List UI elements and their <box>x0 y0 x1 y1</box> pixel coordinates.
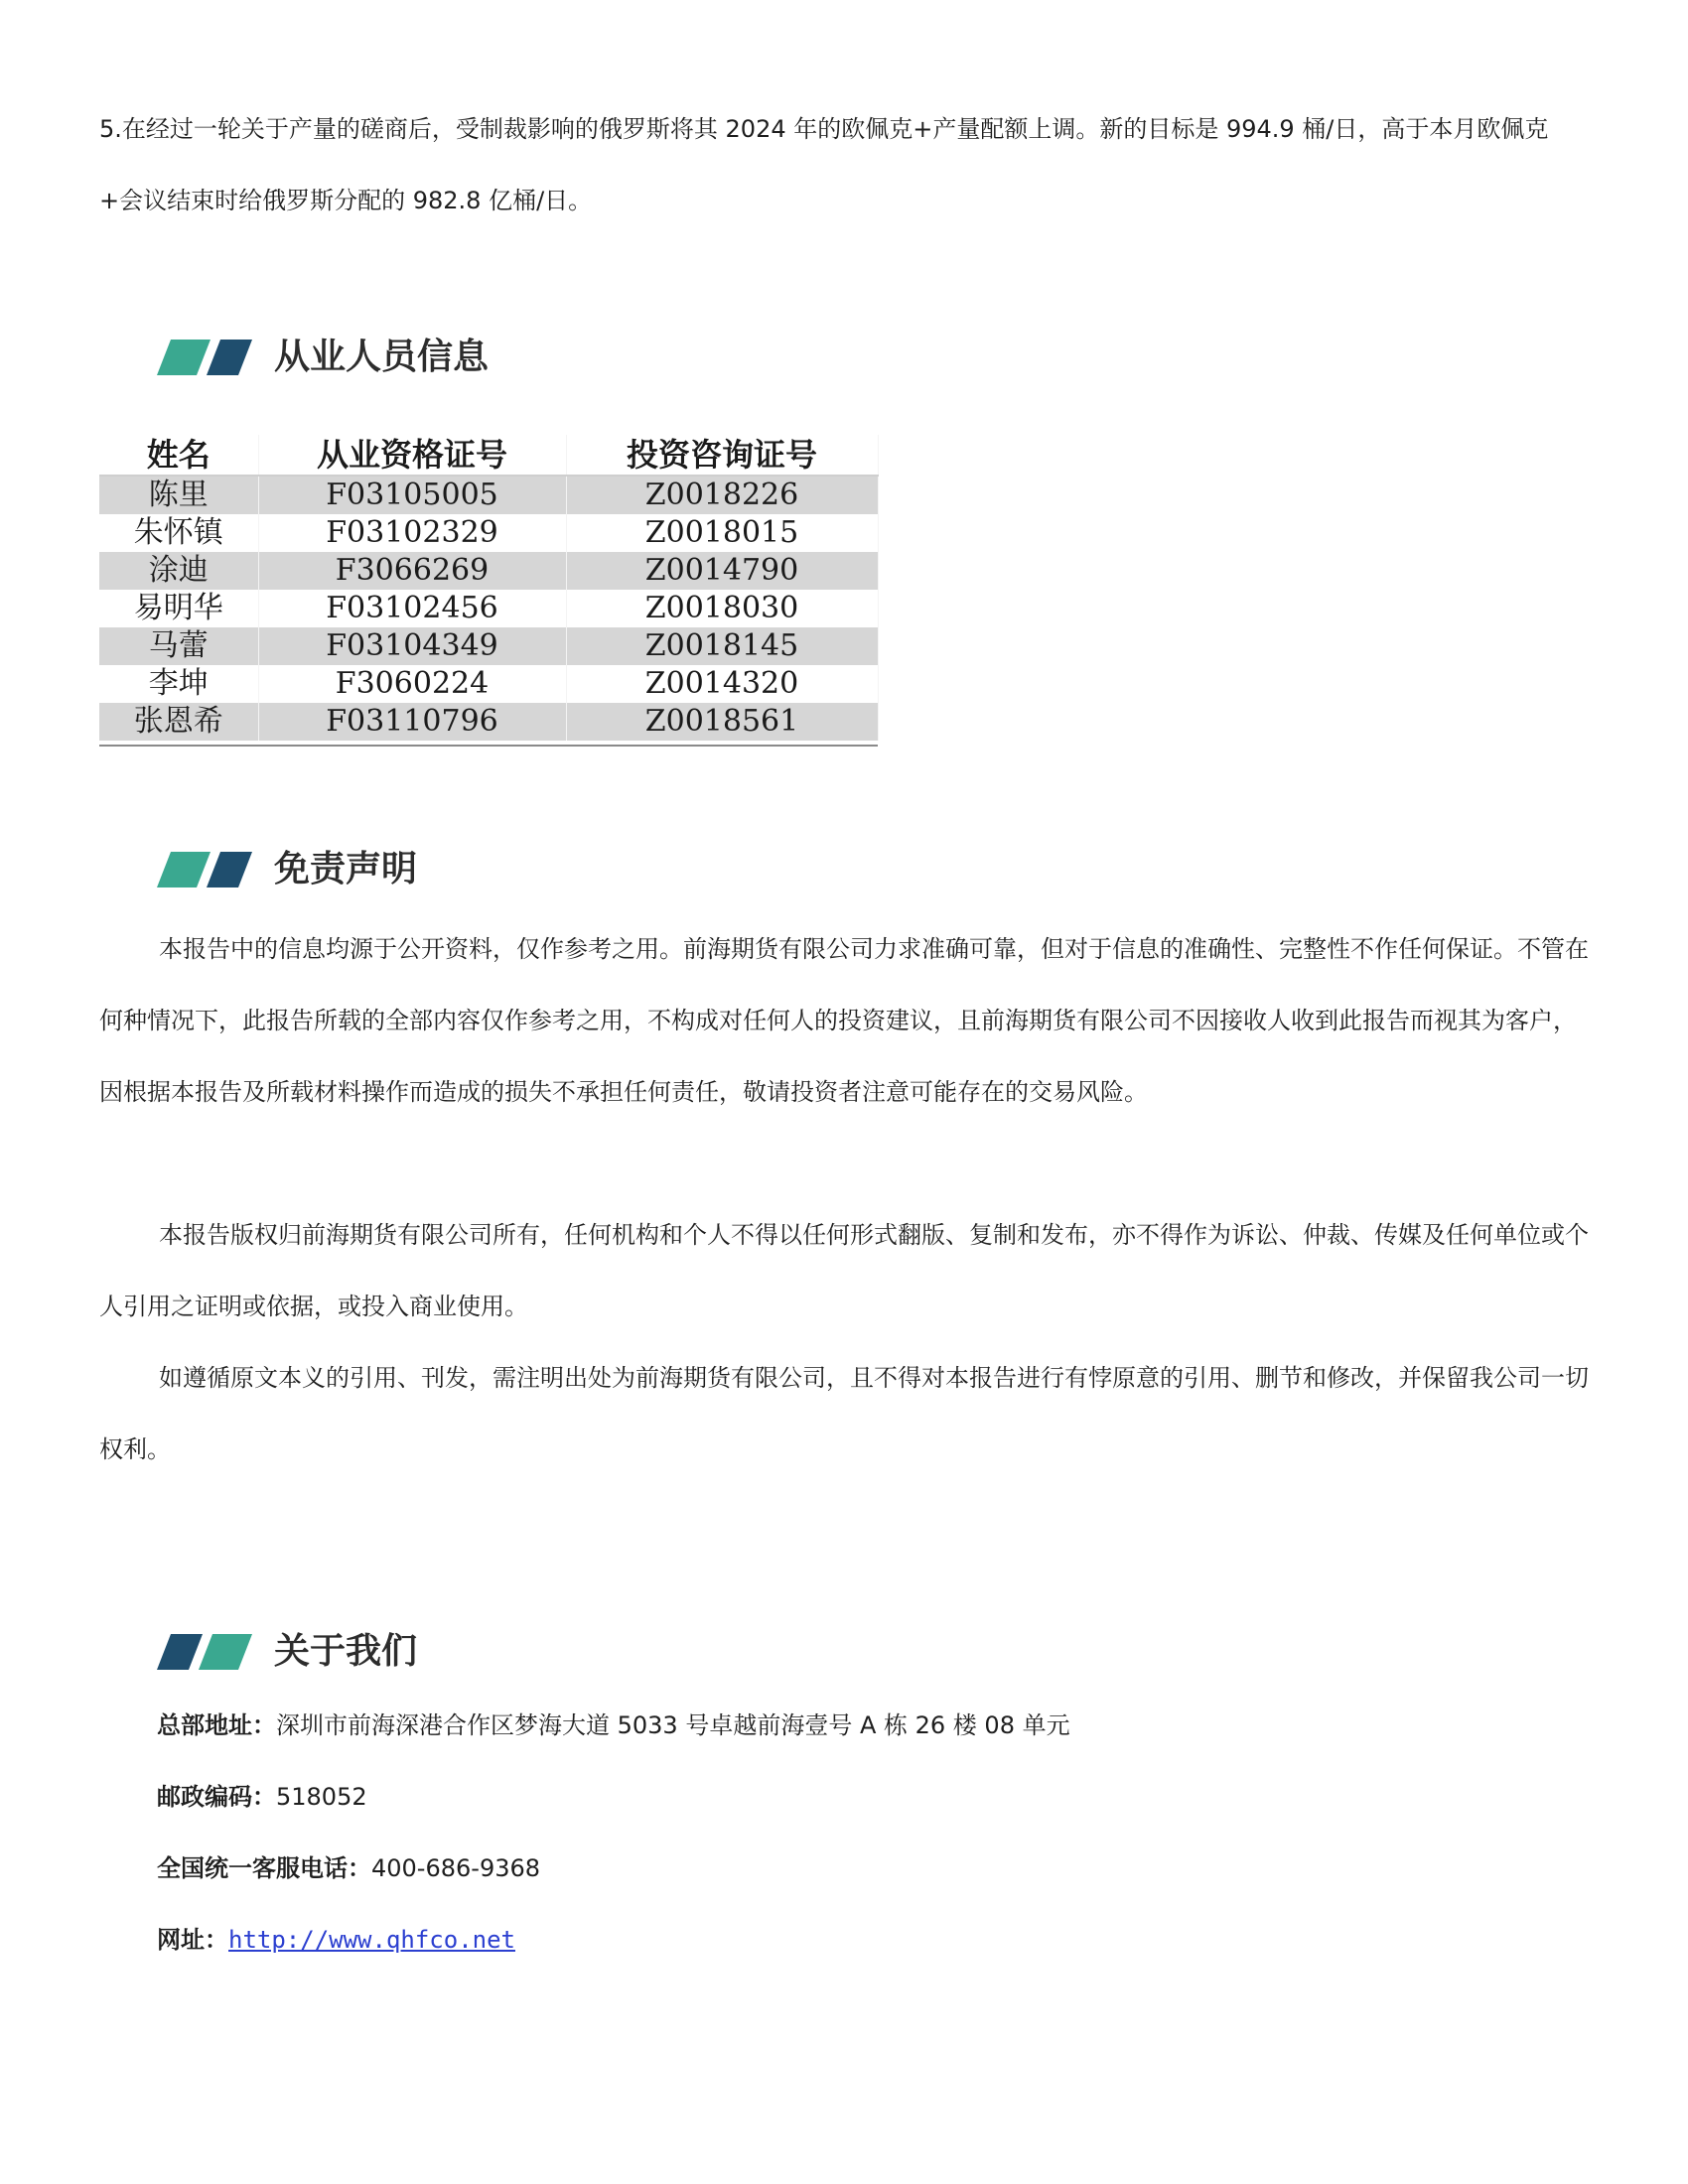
cell-consulting: Z0014320 <box>566 665 878 703</box>
section-title: 免责声明 <box>274 849 418 889</box>
postcode-value: 518052 <box>276 1783 367 1811</box>
section-deco-icon <box>157 852 252 887</box>
cell-qualification: F03110796 <box>258 703 566 741</box>
cell-name: 陈里 <box>99 476 258 514</box>
address-line <box>157 1706 1070 1745</box>
hotline-value: 400-686-9368 <box>371 1854 541 1882</box>
address-label: 总部地址： <box>157 1711 276 1739</box>
cell-consulting: Z0018015 <box>566 514 878 552</box>
cell-consulting: Z0018226 <box>566 476 878 514</box>
hotline-label: 全国统一客服电话： <box>157 1854 371 1882</box>
section-title: 关于我们 <box>274 1631 418 1672</box>
postcode-line <box>157 1777 367 1817</box>
table-header-row <box>99 435 878 476</box>
hotline-line <box>157 1848 540 1888</box>
disclaimer-paragraph-2: 本报告版权归前海期货有限公司所有，任何机构和个人不得以任何形式翻版、复制和发布，亦不得作为诉讼、仲裁、传媒及任何单位或个人引用之证明或依据，或投入商业使用。 <box>99 1221 1589 1320</box>
section-deco-icon <box>157 340 252 375</box>
cell-consulting: Z0018030 <box>566 590 878 627</box>
table-row <box>99 552 878 590</box>
website-label: 网址： <box>157 1926 228 1954</box>
cell-qualification: F3060224 <box>258 665 566 703</box>
cell-consulting: Z0014790 <box>566 552 878 590</box>
intro-paragraph: 5.在经过一轮关于产量的磋商后，受制裁影响的俄罗斯将其 2024 年的欧佩克+产量配额上调。新的目标是 994.9 桶/日，高于本月欧佩克+会议结束时给俄罗斯分配的 982.8 亿桶/日。 <box>99 115 1549 214</box>
cell-name: 易明华 <box>99 590 258 627</box>
table-row <box>99 590 878 627</box>
staff-table <box>99 435 879 741</box>
cell-qualification: F03102456 <box>258 590 566 627</box>
cell-name: 李坤 <box>99 665 258 703</box>
disclaimer-paragraph-3: 如遵循原文本义的引用、刊发，需注明出处为前海期货有限公司，且不得对本报告进行有悖原意的引用、删节和修改，并保留我公司一切权利。 <box>99 1364 1589 1463</box>
table-row <box>99 476 878 514</box>
section-deco-icon-reversed <box>157 1634 252 1670</box>
cell-qualification: F03105005 <box>258 476 566 514</box>
cell-qualification: F03104349 <box>258 627 566 665</box>
cell-consulting: Z0018145 <box>566 627 878 665</box>
table-row <box>99 627 878 665</box>
column-header-consulting: 投资咨询证号 <box>566 435 878 476</box>
address-value: 深圳市前海深港合作区梦海大道 5033 号卓越前海壹号 A 栋 26 楼 08 单元 <box>276 1711 1070 1739</box>
cell-consulting: Z0018561 <box>566 703 878 741</box>
table-row <box>99 703 878 741</box>
cell-qualification: F03102329 <box>258 514 566 552</box>
cell-name: 涂迪 <box>99 552 258 590</box>
section-title: 从业人员信息 <box>274 337 490 377</box>
column-header-qualification: 从业资格证号 <box>258 435 566 476</box>
website-link[interactable]: http://www.qhfco.net <box>228 1926 515 1954</box>
disclaimer-paragraph-1: 本报告中的信息均源于公开资料，仅作参考之用。前海期货有限公司力求准确可靠，但对于信息的准确性、完整性不作任何保证。不管在何种情况下，此报告所载的全部内容仅作参考之用，不构成对任何人的投资建议，且前海期货有限公司不因接收人收到此报告而视其为客户，因根据本报告及所载材料操作而造成的损失不承担任何责任，敬请投资者注意可能存在的交易风险。 <box>99 935 1589 1106</box>
cell-name: 朱怀镇 <box>99 514 258 552</box>
cell-name: 张恩希 <box>99 703 258 741</box>
website-line <box>157 1920 515 1960</box>
postcode-label: 邮政编码： <box>157 1783 276 1811</box>
column-header-name: 姓名 <box>99 435 258 476</box>
table-row <box>99 665 878 703</box>
table-row <box>99 514 878 552</box>
cell-name: 马蕾 <box>99 627 258 665</box>
cell-qualification: F3066269 <box>258 552 566 590</box>
